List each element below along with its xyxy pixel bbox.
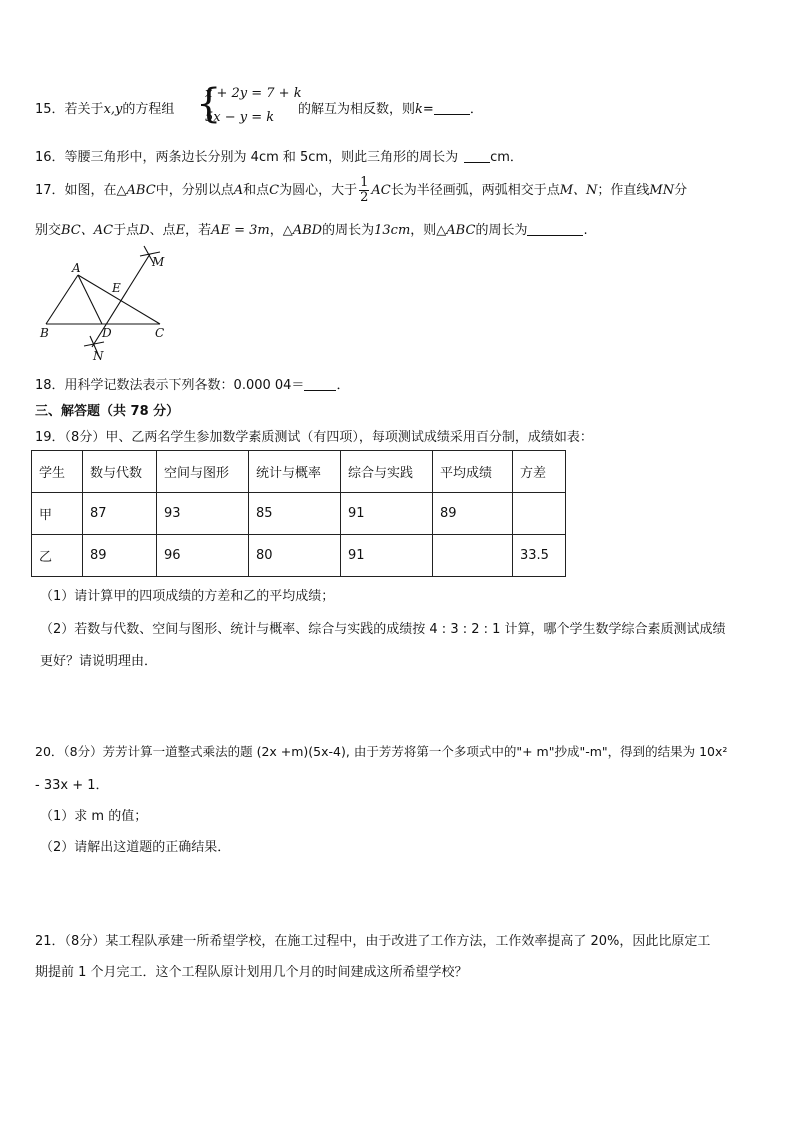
point-d: D [139,223,150,238]
point-c: C [269,183,280,198]
table-cell: 87 [83,493,157,535]
question-15 [35,98,174,117]
line-mn: MN [649,183,675,198]
q17-text: 17．如图，在 [35,183,117,198]
triangle-abc: △ABC [116,183,156,198]
question-19-intro: 19．（8分）甲、乙两名学生参加数学素质测试（有四项），每项测试成绩采用百分制，成绩如表： [35,430,593,445]
q17-text: ；作直线 [597,183,650,198]
q19-part-2-line-2: 更好？请说明理由． [40,654,158,669]
side-ab [46,275,78,324]
question-17-line-2 [35,219,588,238]
points-mn: M、N [559,183,598,198]
q16-answer-blank [464,150,490,163]
table-cell: 93 [157,493,249,535]
q15-eqsign: = [422,102,434,117]
table-row [32,493,566,535]
q17-text: ， [269,223,283,238]
q17-text: 中，分别以点 [155,183,234,198]
table-header-cell: 平均成绩 [433,451,513,493]
question-20-line-1: 20．（8分）芳芳计算一道整式乘法的题 (2x +m)(5x-4), 由于芳芳将第一个多项式中的"+ m"抄成"-m"，得到的结果为 10x² [35,744,728,759]
q17-text: 的周长为 [322,223,375,238]
equation-2: 5x − y = k [205,110,275,125]
table-header-cell: 统计与概率 [249,451,341,493]
label-a: A [72,261,81,275]
q15-vars: x,y [103,102,123,117]
q17-text: 的周长为 [475,223,528,238]
table-header-cell: 学生 [32,451,83,493]
question-16 [35,146,523,165]
fraction-one-half: $\frac{1}{2}$ [360,175,369,205]
q17-text: 为圆心，大于 [279,183,358,198]
table-cell: 89 [83,535,157,577]
q15-text-a: 若关于 [64,102,104,117]
table-header-row [32,451,566,493]
q17-text: 和点 [243,183,270,198]
question-20-line-2: - 33x + 1． [35,778,109,793]
q20-part-2: （2）请解出这道题的正确结果． [40,840,231,855]
q15-k: k [415,102,423,117]
triangle-figure [36,244,176,362]
segment-ac: AC [371,183,391,198]
label-d: D [102,326,112,340]
q15-text-b: 的方程组 [122,102,175,117]
q20-part-1: （1）求 m 的值； [40,809,148,824]
question-21-line-2: 期提前 1 个月完工．这个工程队原计划用几个月的时间建成这所希望学校？ [35,965,468,980]
table-header-cell: 数与代数 [83,451,157,493]
section-heading: 三、解答题（共 78 分） [35,404,180,419]
table-header-cell: 空间与图形 [157,451,249,493]
table-cell [433,535,513,577]
point-a: A [233,183,244,198]
table-header-cell: 方差 [513,451,566,493]
question-17-line-1 [35,176,687,205]
label-c: C [155,326,165,340]
label-b: B [40,326,49,340]
table-cell: 甲 [32,493,83,535]
table-cell: 96 [157,535,249,577]
q18-end: ． [336,378,350,393]
table-cell [513,493,566,535]
perimeter-value: 13cm [374,223,411,238]
table-cell: 80 [249,535,341,577]
table-header-cell: 综合与实践 [341,451,433,493]
table-cell: 33.5 [513,535,566,577]
perpendicular-bisector-mn [92,254,150,347]
q17-text: 于点 [113,223,140,238]
table-cell: 91 [341,535,433,577]
q16-text: 16．等腰三角形中，两条边长分别为 4cm 和 5cm，则此三角形的周长为 [35,150,459,165]
q17-text: 长为半径画弧，两弧相交于点 [390,183,560,198]
equation-1: x + 2y = 7 + k [205,86,302,101]
brace-icon: { [196,81,222,127]
q15-end: ． [469,102,483,117]
q18-answer-blank [304,378,336,391]
q15-answer-blank [434,102,470,115]
segments-bc-ac: BC、AC [61,223,114,238]
ae-value: AE = 3m [211,223,270,238]
table-cell: 91 [341,493,433,535]
q16-unit: cm． [490,150,523,165]
q17-text: 分 [674,183,688,198]
q19-part-2-line-1: （2）若数与代数、空间与图形、统计与概率、综合与实践的成绩按 4 : 3 : 2 : 1 计算，哪个学生数学综合素质测试成绩 [40,622,726,637]
table-cell: 乙 [32,535,83,577]
q15-number: 15． [35,102,65,117]
question-18 [35,374,349,393]
q17-answer-blank [527,223,583,236]
table-cell: 89 [433,493,513,535]
point-e: E [175,223,186,238]
q17-text: ，则 [410,223,437,238]
scores-table [31,450,566,577]
question-21-line-1: 21．（8分）某工程队承建一所希望学校，在施工过程中，由于改进了工作方法，工作效率提高了 20%，因此比原定工 [35,934,711,949]
q19-part-1: （1）请计算甲的四项成绩的方差和乙的平均成绩； [40,589,335,604]
triangle-abc: △ABC [436,223,476,238]
q18-text: 18．用科学记数法表示下列各数：0.000 04＝ [35,378,305,393]
q17-text: 别交 [35,223,62,238]
q17-text: . [583,223,588,238]
q15-text-c: 的解互为相反数，则 [298,102,416,117]
triangle-abd: △ABD [282,223,323,238]
q17-text: 、点 [149,223,176,238]
label-m: M [152,255,165,269]
table-cell: 85 [249,493,341,535]
table-row [32,535,566,577]
label-e: E [112,281,121,295]
label-n: N [93,349,104,362]
q15-tail [298,98,483,117]
q17-text: ，若 [185,223,212,238]
